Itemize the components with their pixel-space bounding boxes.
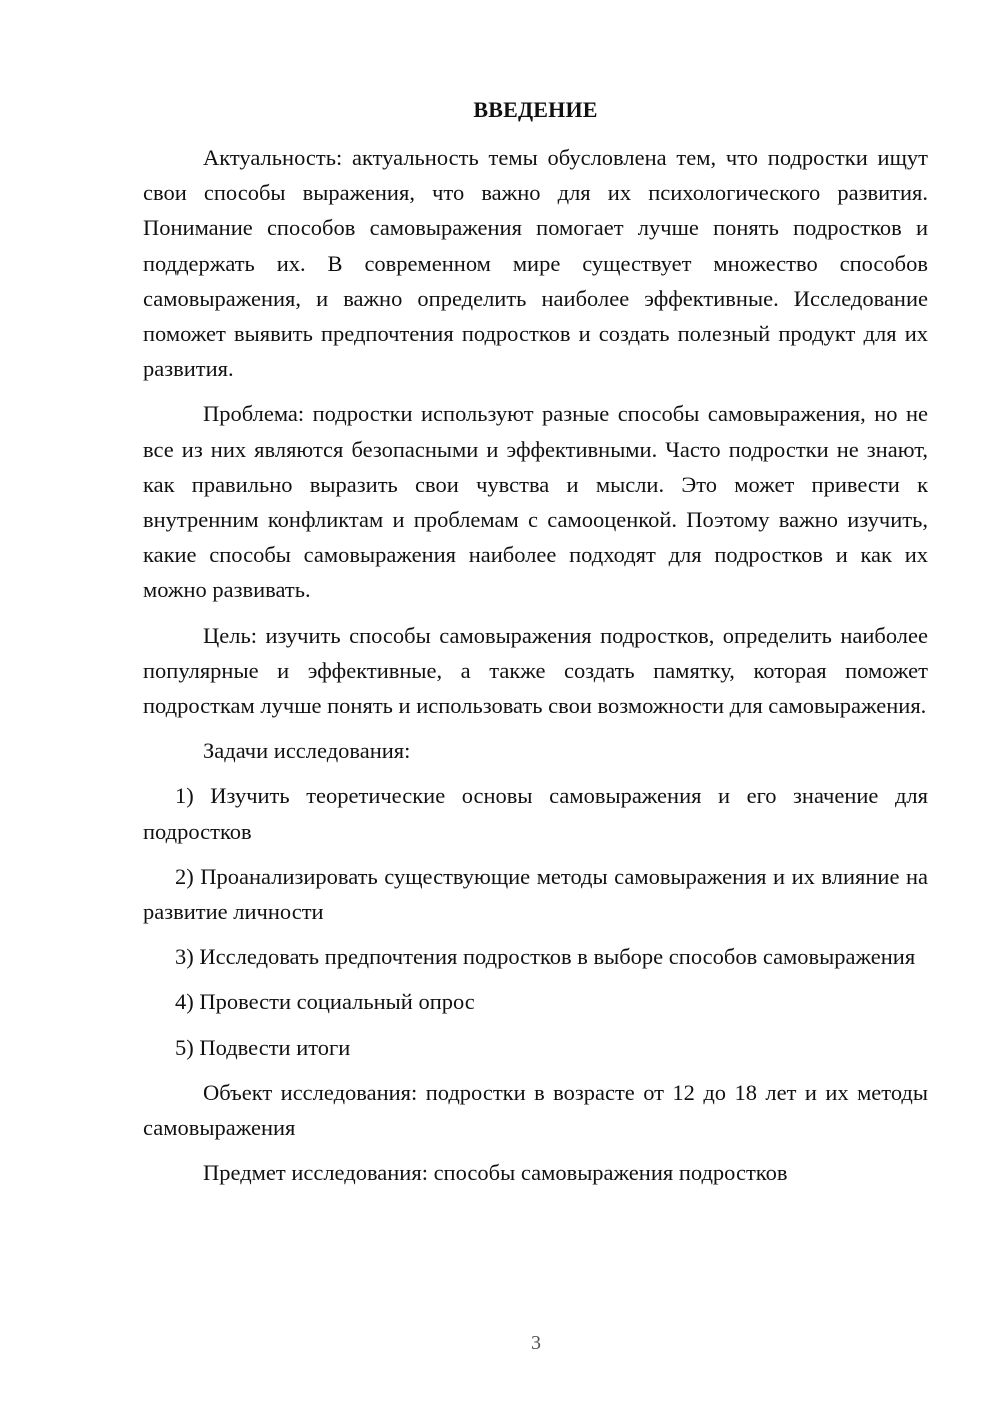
goal-paragraph: Цель: изучить способы самовыражения подростков, определить наиболее популярные и эффективные, а также создать памятку, которая поможет подросткам лучше понять и использовать свои возможности для самовыражения. [143,622,928,719]
page-number: 3 [531,1332,541,1354]
page-content [143,88,928,1200]
task-item: 3) Исследовать предпочтения подростков в выборе способов самовыражения [175,944,916,970]
task-item: 1) Изучить теоретические основы самовыражения и его значение для подростков [143,783,928,844]
problem-paragraph: Проблема: подростки используют разные способы самовыражения, но не все из них являются безопасными и эффективными. Часто подростки не знают, как правильно выразить свои чувства и мысли. Это может привести к внутренним конфликтам и проблемам с самооценкой. Поэтому важно изучить, какие способы самовыражения наиболее подходят для подростков и как их можно развивать. [143,401,928,603]
subject-paragraph: Предмет исследования: способы самовыражения подростков [203,1160,788,1186]
task-item: 5) Подвести итоги [175,1034,351,1060]
task-item: 4) Провести социальный опрос [175,989,475,1015]
tasks-heading: Задачи исследования: [203,738,411,764]
relevance-paragraph: Актуальность: актуальность темы обусловлена тем, что подростки ищут свои способы выражения, что важно для их психологического развития. Понимание способов самовыражения помогает лучше понять подростков и поддержать их. В современном мире существует множество способов самовыражения, и важно определить наиболее эффективные. Исследование поможет выявить предпочтения подростков и создать полезный продукт для их развития. [143,145,928,382]
object-paragraph: Объект исследования: подростки в возрасте от 12 до 18 лет и их методы самовыражения [143,1079,928,1141]
page-title: ВВЕДЕНИЕ [473,97,598,122]
task-item: 2) Проанализировать существующие методы самовыражения и их влияние на развитие личности [143,863,928,925]
